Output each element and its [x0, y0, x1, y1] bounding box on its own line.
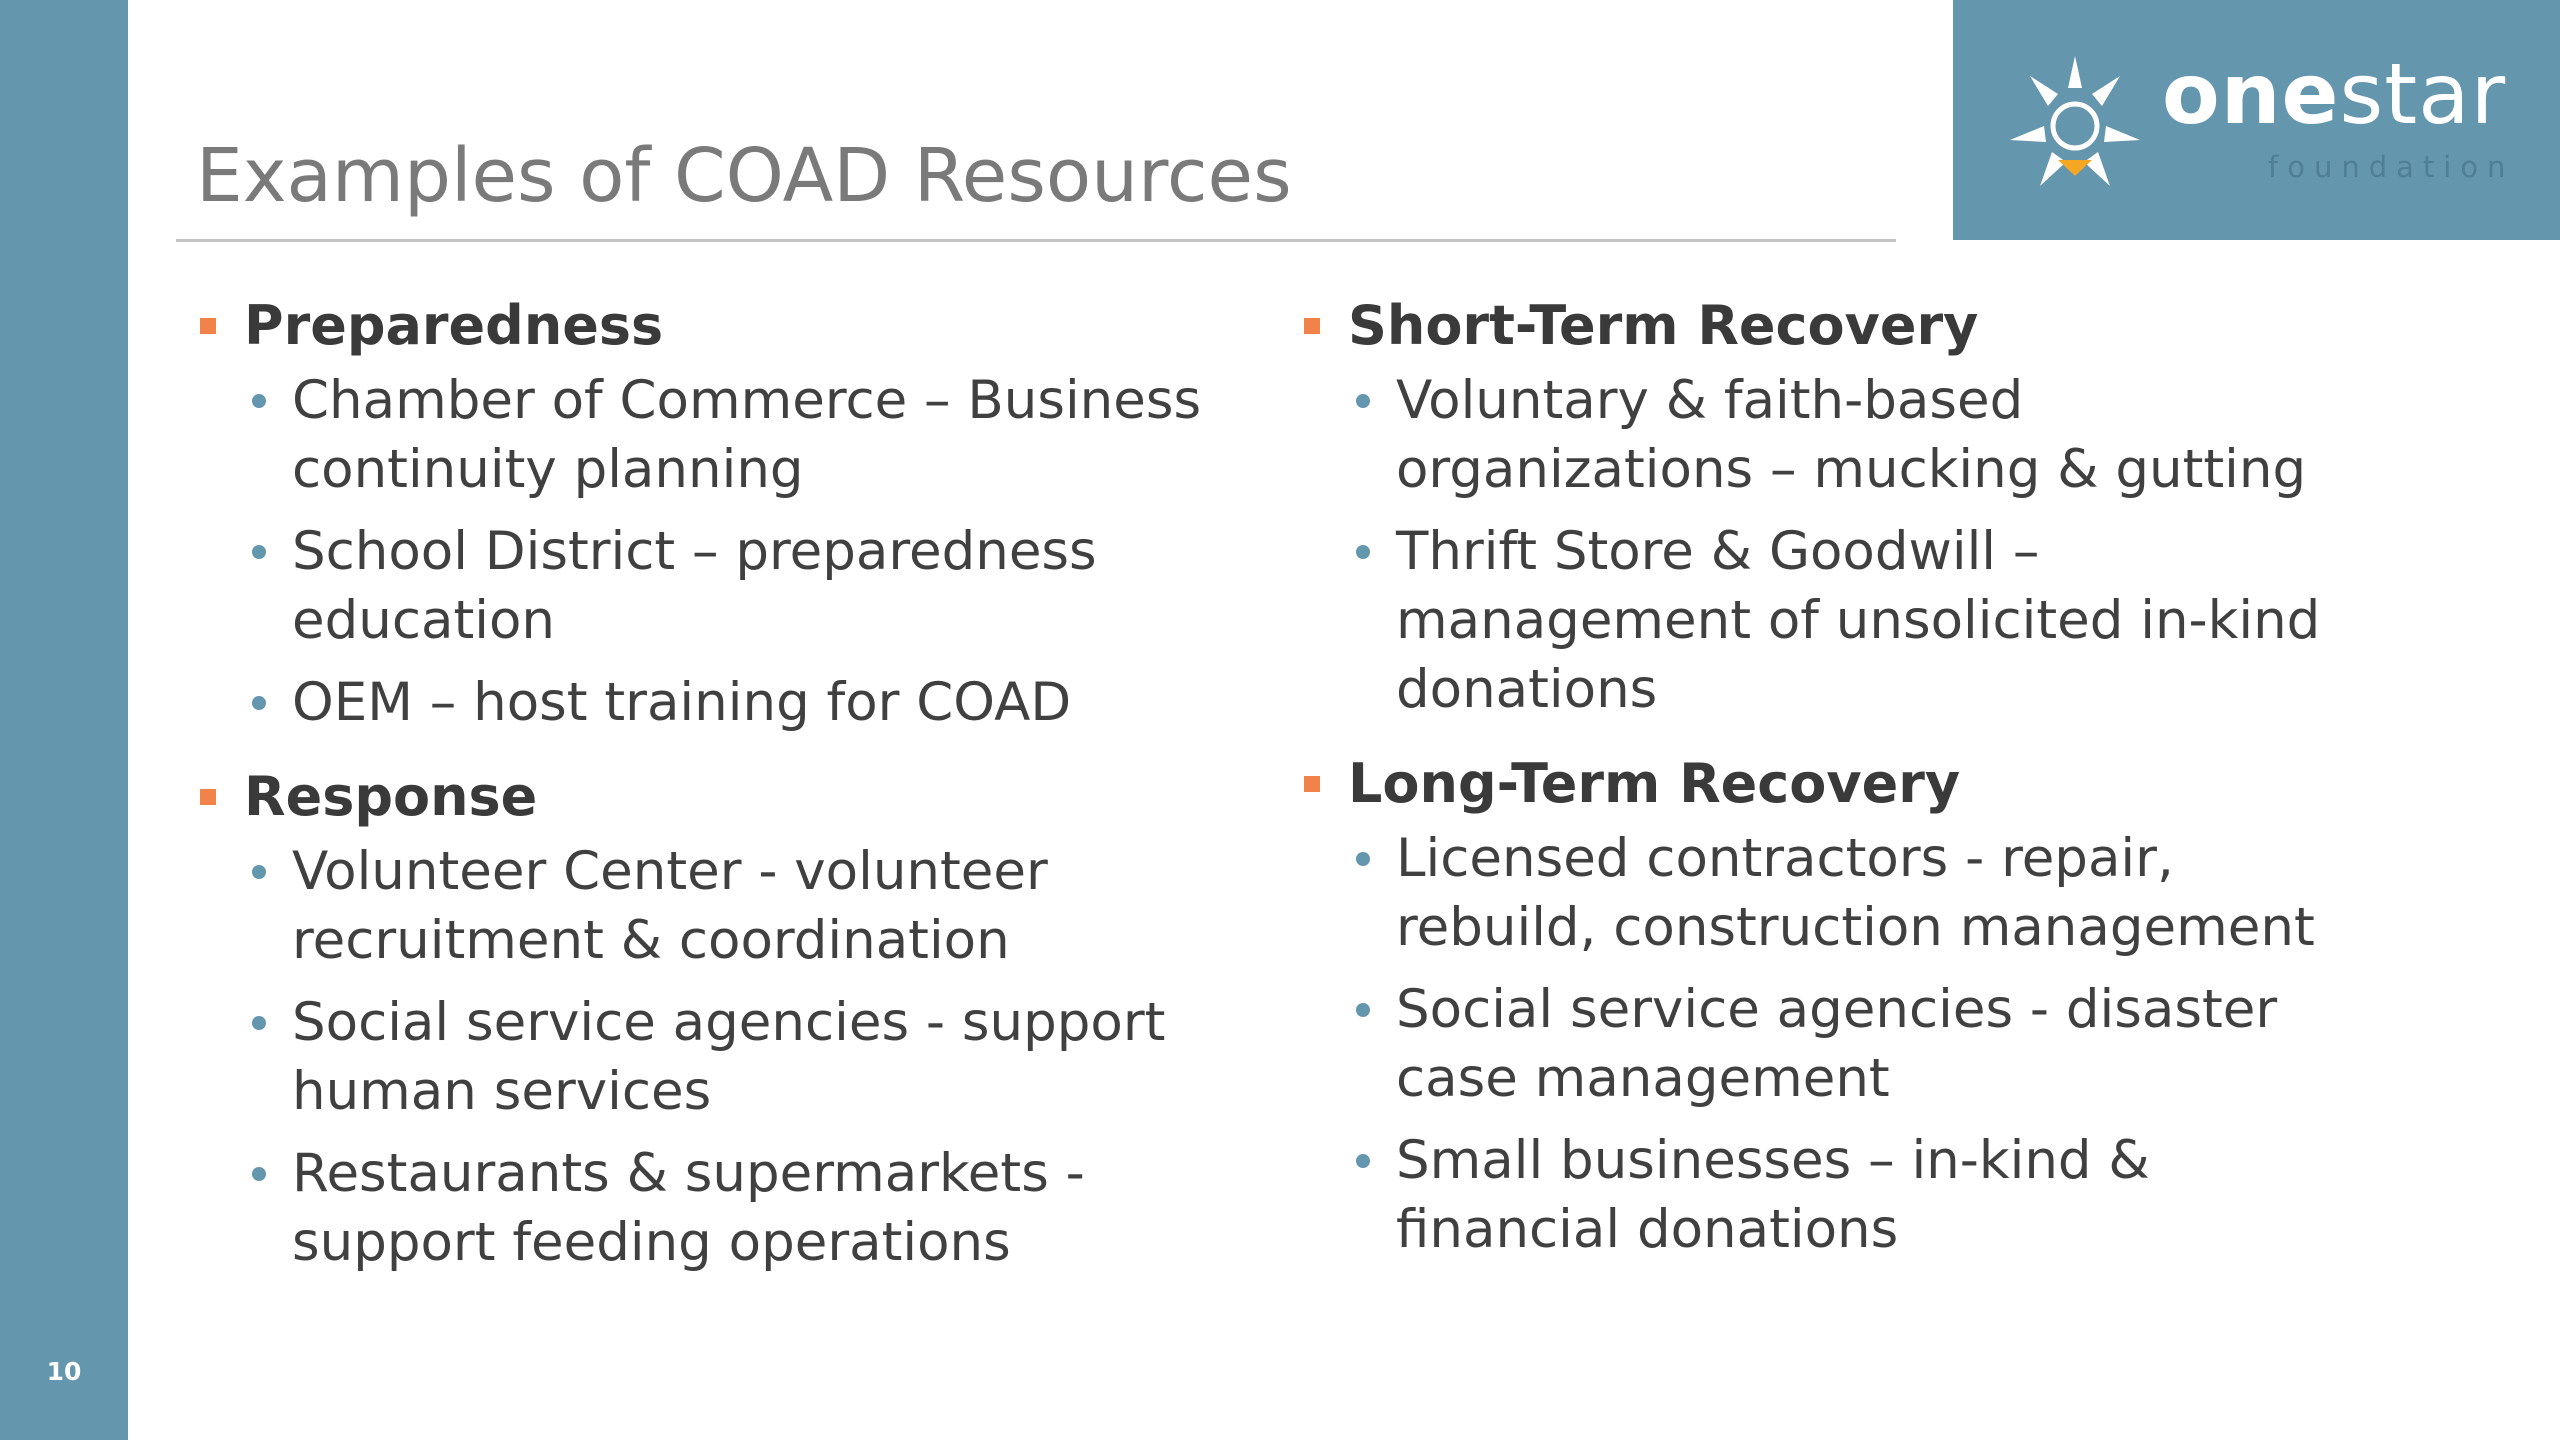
left-sidebar-bar [0, 0, 128, 1440]
list-item-text: Thrift Store & Goodwill – management of unsolicited in-kind donations [1396, 521, 2321, 720]
bullet-list [196, 366, 1266, 737]
star-logo-icon [2000, 48, 2150, 198]
list-item [1396, 517, 2390, 724]
section-heading-text: Response [244, 765, 538, 828]
list-item [292, 517, 1266, 655]
section-preparedness [196, 290, 1266, 737]
section-short-term-recovery [1300, 290, 2390, 724]
slide-title: Examples of COAD Resources [196, 133, 1292, 219]
left-column [196, 290, 1266, 1301]
list-item [292, 1139, 1266, 1277]
list-item [1396, 1126, 2390, 1264]
square-bullet-icon [1304, 318, 1320, 334]
square-bullet-icon [200, 789, 216, 805]
section-long-term-recovery [1300, 748, 2390, 1264]
logo-word-star: star [2339, 45, 2507, 143]
round-bullet-icon [1356, 1003, 1370, 1017]
logo-word-one: one [2162, 45, 2340, 143]
round-bullet-icon [252, 1167, 266, 1181]
list-item-text: Voluntary & faith-based organizations – mucking & gutting [1396, 370, 2307, 500]
bullet-list [196, 837, 1266, 1277]
section-heading [196, 290, 1266, 362]
list-item-text: Social service agencies - support human services [292, 992, 1166, 1122]
section-heading [1300, 748, 2390, 820]
list-item-text: Licensed contractors - repair, rebuild, construction management [1396, 828, 2315, 958]
round-bullet-icon [1356, 852, 1370, 866]
square-bullet-icon [1304, 776, 1320, 792]
square-bullet-icon [200, 318, 216, 334]
title-divider [176, 239, 1896, 242]
bullet-list [1300, 366, 2390, 724]
section-heading-text: Short-Term Recovery [1348, 294, 1979, 357]
list-item [292, 668, 1266, 737]
section-heading-text: Preparedness [244, 294, 664, 357]
list-item [1396, 824, 2390, 962]
list-item [1396, 975, 2390, 1113]
round-bullet-icon [1356, 545, 1370, 559]
list-item-text: Restaurants & supermarkets - support feeding operations [292, 1143, 1085, 1273]
list-item-text: Chamber of Commerce – Business continuity planning [292, 370, 1202, 500]
list-item-text: Social service agencies - disaster case management [1396, 979, 2278, 1109]
list-item-text: Volunteer Center - volunteer recruitment & coordination [292, 841, 1048, 971]
bullet-list [1300, 824, 2390, 1264]
section-heading [1300, 290, 2390, 362]
round-bullet-icon [252, 394, 266, 408]
section-response [196, 761, 1266, 1277]
list-item [1396, 366, 2390, 504]
list-item [292, 837, 1266, 975]
slide-number: 10 [46, 1357, 82, 1386]
logo-wordmark [2162, 45, 2507, 143]
list-item-text: School District – preparedness education [292, 521, 1097, 651]
section-heading-text: Long-Term Recovery [1348, 752, 1961, 815]
list-item-text: OEM – host training for COAD [292, 672, 1072, 733]
round-bullet-icon [1356, 1154, 1370, 1168]
round-bullet-icon [252, 1016, 266, 1030]
round-bullet-icon [1356, 394, 1370, 408]
list-item-text: Small businesses – in-kind & financial donations [1396, 1130, 2150, 1260]
round-bullet-icon [252, 865, 266, 879]
right-column [1300, 290, 2390, 1288]
section-heading [196, 761, 1266, 833]
list-item [292, 366, 1266, 504]
round-bullet-icon [252, 696, 266, 710]
logo-subtitle: foundation [2268, 150, 2515, 184]
list-item [292, 988, 1266, 1126]
round-bullet-icon [252, 545, 266, 559]
